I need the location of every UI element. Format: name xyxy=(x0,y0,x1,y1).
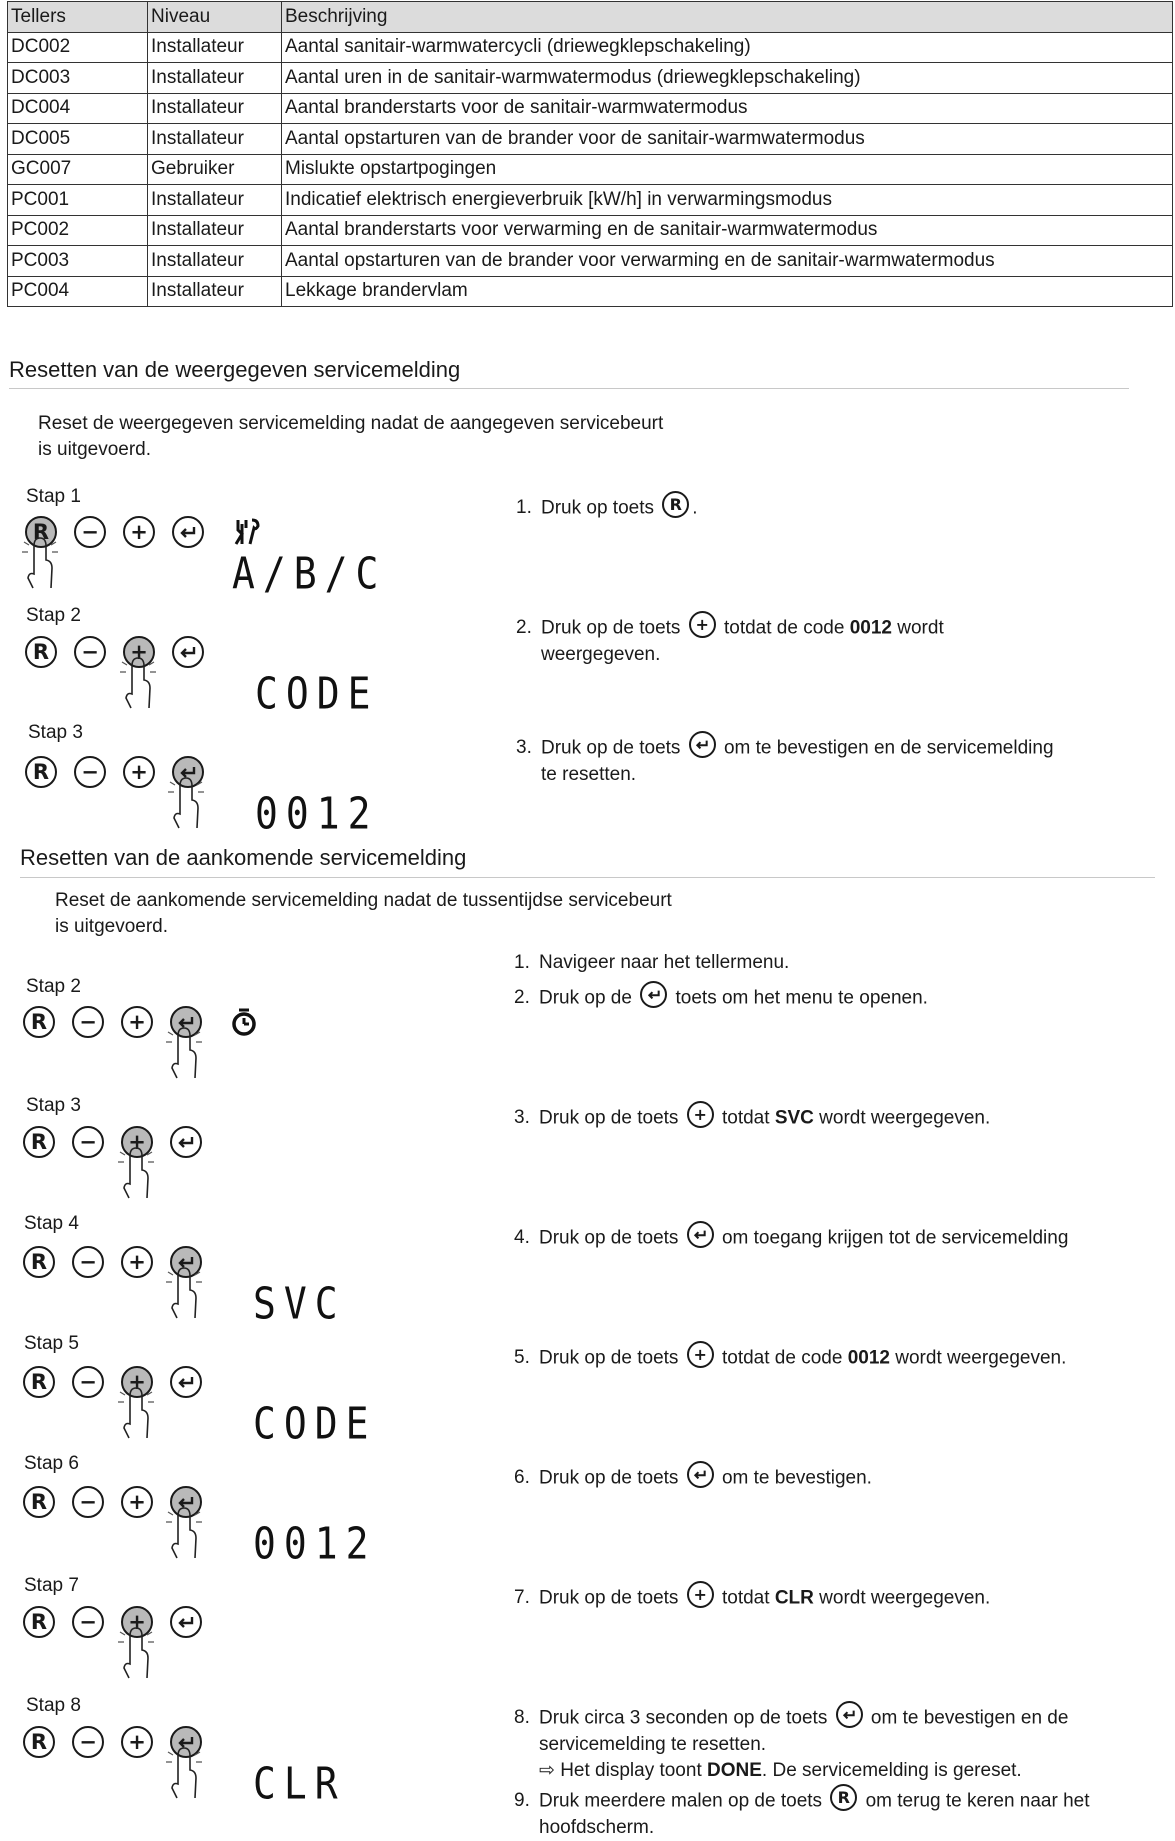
enter-icon xyxy=(177,1135,195,1149)
counter-description: Mislukte opstartpogingen xyxy=(282,154,1173,185)
instruction-text: Druk op de toets xyxy=(541,617,681,639)
header-niveau: Niveau xyxy=(148,2,282,33)
plus-button-icon: + xyxy=(687,1581,714,1608)
counter-description: Lekkage brandervlam xyxy=(282,276,1173,307)
step-label: Stap 5 xyxy=(24,1333,79,1354)
instruction-text: totdat de code xyxy=(721,1347,843,1369)
finger-press-icon xyxy=(118,1624,158,1680)
minus-button[interactable]: − xyxy=(74,756,106,788)
enter-button-icon xyxy=(640,981,667,1008)
enter-button-icon xyxy=(687,1461,714,1488)
instruction-step xyxy=(514,1788,1090,1838)
counter-code: PC003 xyxy=(8,246,148,277)
counter-level: Gebruiker xyxy=(148,154,282,185)
finger-press-icon xyxy=(118,1144,158,1200)
counters-table xyxy=(7,1,1173,307)
minus-button[interactable]: − xyxy=(72,1486,104,1518)
table-row xyxy=(8,93,1173,124)
instruction-number: 6. xyxy=(514,1467,530,1488)
step-label: Stap 3 xyxy=(26,1095,81,1116)
instruction-number: 3. xyxy=(516,737,532,758)
counter-code: DC004 xyxy=(8,93,148,124)
instruction-text: Druk op de xyxy=(539,987,632,1009)
instruction-number: 3. xyxy=(514,1107,530,1128)
instruction-text: om toegang krijgen tot de servicemelding xyxy=(721,1227,1069,1249)
counter-level: Installateur xyxy=(148,32,282,63)
instruction-text: Druk op toets xyxy=(541,497,654,519)
enter-icon xyxy=(177,1615,195,1629)
header-tellers: Tellers xyxy=(8,2,148,33)
code-value: 0012 xyxy=(847,1347,890,1369)
instruction-text: totdat de code xyxy=(723,617,845,639)
finger-press-icon xyxy=(166,1504,206,1560)
instruction-text: Druk op de toets xyxy=(541,737,681,759)
service-wrench-icon xyxy=(232,516,264,548)
reset-button[interactable]: R xyxy=(23,1606,55,1638)
enter-button-icon xyxy=(836,1701,863,1728)
instruction-number: 2. xyxy=(516,617,532,638)
enter-button[interactable] xyxy=(170,1366,202,1398)
counter-description: Aantal branderstarts voor verwarming en de sanitair-warmwatermodus xyxy=(282,215,1173,246)
instruction-text: Navigeer naar het tellermenu. xyxy=(539,952,790,973)
instruction-text: Druk op de toets xyxy=(539,1467,679,1489)
table-row xyxy=(8,185,1173,216)
instruction-text: Druk op de toets xyxy=(539,1107,679,1129)
done-value: DONE xyxy=(707,1760,762,1781)
enter-button-icon xyxy=(687,1221,714,1248)
finger-press-icon xyxy=(120,654,160,710)
enter-button-icon xyxy=(689,731,716,758)
counter-description: Aantal sanitair-warmwatercycli (driewegklepschakeling) xyxy=(282,32,1173,63)
instruction-text: . xyxy=(692,497,698,519)
instruction-text: Druk meerdere malen op de toets xyxy=(539,1790,823,1812)
plus-button[interactable]: + xyxy=(123,636,155,668)
enter-button[interactable] xyxy=(170,1606,202,1638)
reset-button[interactable]: R xyxy=(23,1366,55,1398)
plus-button[interactable]: + xyxy=(123,756,155,788)
plus-button[interactable]: + xyxy=(121,1246,153,1278)
counter-level: Installateur xyxy=(148,93,282,124)
instruction-text: om te bevestigen en de servicemelding te resetten. xyxy=(541,737,1054,785)
step-label: Stap 6 xyxy=(24,1453,79,1474)
intro-line: Reset de weergegeven servicemelding nadat de aangegeven servicebeurt xyxy=(38,413,664,434)
step-label: Stap 7 xyxy=(24,1575,79,1596)
plus-button-icon: + xyxy=(687,1341,714,1368)
step-label: Stap 8 xyxy=(26,1695,81,1716)
instruction-text: toets om het menu te openen. xyxy=(675,987,928,1009)
counter-level: Installateur xyxy=(148,215,282,246)
section-intro xyxy=(55,888,672,940)
lcd-display: CODE xyxy=(255,668,379,719)
counter-code: DC003 xyxy=(8,63,148,94)
plus-button-icon: + xyxy=(689,611,716,638)
instruction-text: wordt weergegeven. xyxy=(819,1107,991,1129)
counter-level: Installateur xyxy=(148,185,282,216)
finger-press-icon xyxy=(168,774,208,830)
counter-code: DC005 xyxy=(8,124,148,155)
minus-button[interactable]: − xyxy=(74,516,106,548)
result-text: ⇨ Het display toont xyxy=(539,1760,702,1781)
reset-button[interactable]: R xyxy=(23,1006,55,1038)
plus-button[interactable]: + xyxy=(123,516,155,548)
counter-description: Aantal opstarturen van de brander voor de sanitair-warmwatermodus xyxy=(282,124,1173,155)
reset-button[interactable]: R xyxy=(23,1126,55,1158)
counter-description: Aantal branderstarts voor de sanitair-warmwatermodus xyxy=(282,93,1173,124)
plus-button[interactable]: + xyxy=(121,1726,153,1758)
finger-press-icon xyxy=(118,1384,158,1440)
instruction-text: wordt weergegeven. xyxy=(895,1347,1067,1369)
enter-icon xyxy=(177,1375,195,1389)
reset-button-icon: R xyxy=(830,1784,857,1811)
step-label: Stap 4 xyxy=(24,1213,79,1234)
plus-button[interactable]: + xyxy=(121,1126,153,1158)
lcd-display: CODE xyxy=(253,1398,377,1449)
step-label: Stap 1 xyxy=(26,486,81,507)
lcd-display: A/B/C xyxy=(232,548,387,599)
plus-button[interactable]: + xyxy=(121,1366,153,1398)
lcd-display: CLR xyxy=(253,1758,346,1809)
enter-icon xyxy=(179,645,197,659)
intro-line: Reset de aankomende servicemelding nadat de tussentijdse servicebeurt xyxy=(55,890,672,911)
instruction-text: Druk op de toets xyxy=(539,1587,679,1609)
step-label: Stap 2 xyxy=(26,976,81,997)
instruction-number: 4. xyxy=(514,1227,530,1248)
reset-button[interactable]: R xyxy=(25,636,57,668)
instruction-text: om terug te keren naar het hoofdscherm. xyxy=(539,1790,1090,1838)
minus-button[interactable]: − xyxy=(72,1246,104,1278)
instruction-number: 5. xyxy=(514,1347,530,1368)
intro-line: is uitgevoerd. xyxy=(55,916,169,937)
counter-code: GC007 xyxy=(8,154,148,185)
instruction-number: 9. xyxy=(514,1790,530,1811)
lcd-display: 0012 xyxy=(253,1518,377,1569)
instruction-number: 7. xyxy=(514,1587,530,1608)
table-row xyxy=(8,32,1173,63)
counter-description: Indicatief elektrisch energieverbruik [kW/h] in verwarmingsmodus xyxy=(282,185,1173,216)
code-value: CLR xyxy=(774,1587,814,1609)
counter-description: Aantal uren in de sanitair-warmwatermodus (driewegklepschakeling) xyxy=(282,63,1173,94)
enter-icon xyxy=(179,525,197,539)
table-row xyxy=(8,246,1173,277)
instruction-number: 2. xyxy=(514,987,530,1008)
minus-button[interactable]: − xyxy=(74,636,106,668)
section-intro xyxy=(38,411,663,463)
timer-icon xyxy=(230,1007,258,1037)
reset-button[interactable]: R xyxy=(23,1486,55,1518)
instruction-text: om te bevestigen en de servicemelding te resetten. xyxy=(539,1707,1069,1755)
instruction-text: Druk op de toets xyxy=(539,1347,679,1369)
counter-code: PC001 xyxy=(8,185,148,216)
intro-line: is uitgevoerd. xyxy=(38,439,152,460)
table-row xyxy=(8,63,1173,94)
result-text: . De servicemelding is gereset. xyxy=(761,1760,1022,1781)
plus-button[interactable]: + xyxy=(121,1486,153,1518)
code-value: 0012 xyxy=(849,617,892,639)
finger-press-icon xyxy=(166,1024,206,1080)
section-title: Resetten van de aankomende servicemelding xyxy=(20,845,467,870)
step-label: Stap 3 xyxy=(28,722,83,743)
counter-level: Installateur xyxy=(148,63,282,94)
section-divider xyxy=(9,388,1129,389)
table-header-row xyxy=(8,2,1173,33)
plus-button[interactable]: + xyxy=(121,1606,153,1638)
counter-level: Installateur xyxy=(148,246,282,277)
reset-button[interactable]: R xyxy=(25,516,57,548)
table-row xyxy=(8,154,1173,185)
minus-button[interactable]: − xyxy=(72,1006,104,1038)
enter-button[interactable] xyxy=(170,1126,202,1158)
counter-code: DC002 xyxy=(8,32,148,63)
finger-press-icon xyxy=(22,534,62,590)
instruction-text: Druk circa 3 seconden op de toets xyxy=(539,1707,828,1729)
table-row xyxy=(8,124,1173,155)
section-divider xyxy=(20,877,1155,878)
counter-description: Aantal opstarturen van de brander voor verwarming en de sanitair-warmwatermodus xyxy=(282,246,1173,277)
minus-button[interactable]: − xyxy=(72,1606,104,1638)
instruction-step xyxy=(514,1705,1069,1785)
minus-button[interactable]: − xyxy=(72,1366,104,1398)
counter-code: PC002 xyxy=(8,215,148,246)
header-beschrijving: Beschrijving xyxy=(282,2,1173,33)
section-title: Resetten van de weergegeven servicemelding xyxy=(9,357,461,382)
counter-level: Installateur xyxy=(148,276,282,307)
table-row xyxy=(8,215,1173,246)
code-value: SVC xyxy=(774,1107,814,1129)
instruction-text: wordt weergegeven. xyxy=(541,617,944,665)
counter-code: PC004 xyxy=(8,276,148,307)
reset-button[interactable]: R xyxy=(25,756,57,788)
plus-button-icon: + xyxy=(687,1101,714,1128)
instruction-text: Druk op de toets xyxy=(539,1227,679,1249)
instruction-number: 1. xyxy=(514,952,530,973)
enter-button[interactable] xyxy=(172,636,204,668)
finger-press-icon xyxy=(166,1264,206,1320)
instruction-number: 1. xyxy=(516,497,532,518)
step-label: Stap 2 xyxy=(26,605,81,626)
instruction-text: totdat xyxy=(721,1587,770,1609)
minus-button[interactable]: − xyxy=(72,1726,104,1758)
table-row xyxy=(8,276,1173,307)
reset-button-icon: R xyxy=(662,491,689,518)
lcd-display: SVC xyxy=(253,1278,346,1329)
instruction-text: totdat xyxy=(721,1107,770,1129)
reset-button[interactable]: R xyxy=(23,1726,55,1758)
enter-button[interactable] xyxy=(172,516,204,548)
instruction-number: 8. xyxy=(514,1707,530,1728)
counter-level: Installateur xyxy=(148,124,282,155)
instruction-text: wordt weergegeven. xyxy=(819,1587,991,1609)
instruction-text: om te bevestigen. xyxy=(721,1467,872,1489)
minus-button[interactable]: − xyxy=(72,1126,104,1158)
finger-press-icon xyxy=(166,1744,206,1800)
plus-button[interactable]: + xyxy=(121,1006,153,1038)
reset-button[interactable]: R xyxy=(23,1246,55,1278)
lcd-display: 0012 xyxy=(255,788,379,839)
